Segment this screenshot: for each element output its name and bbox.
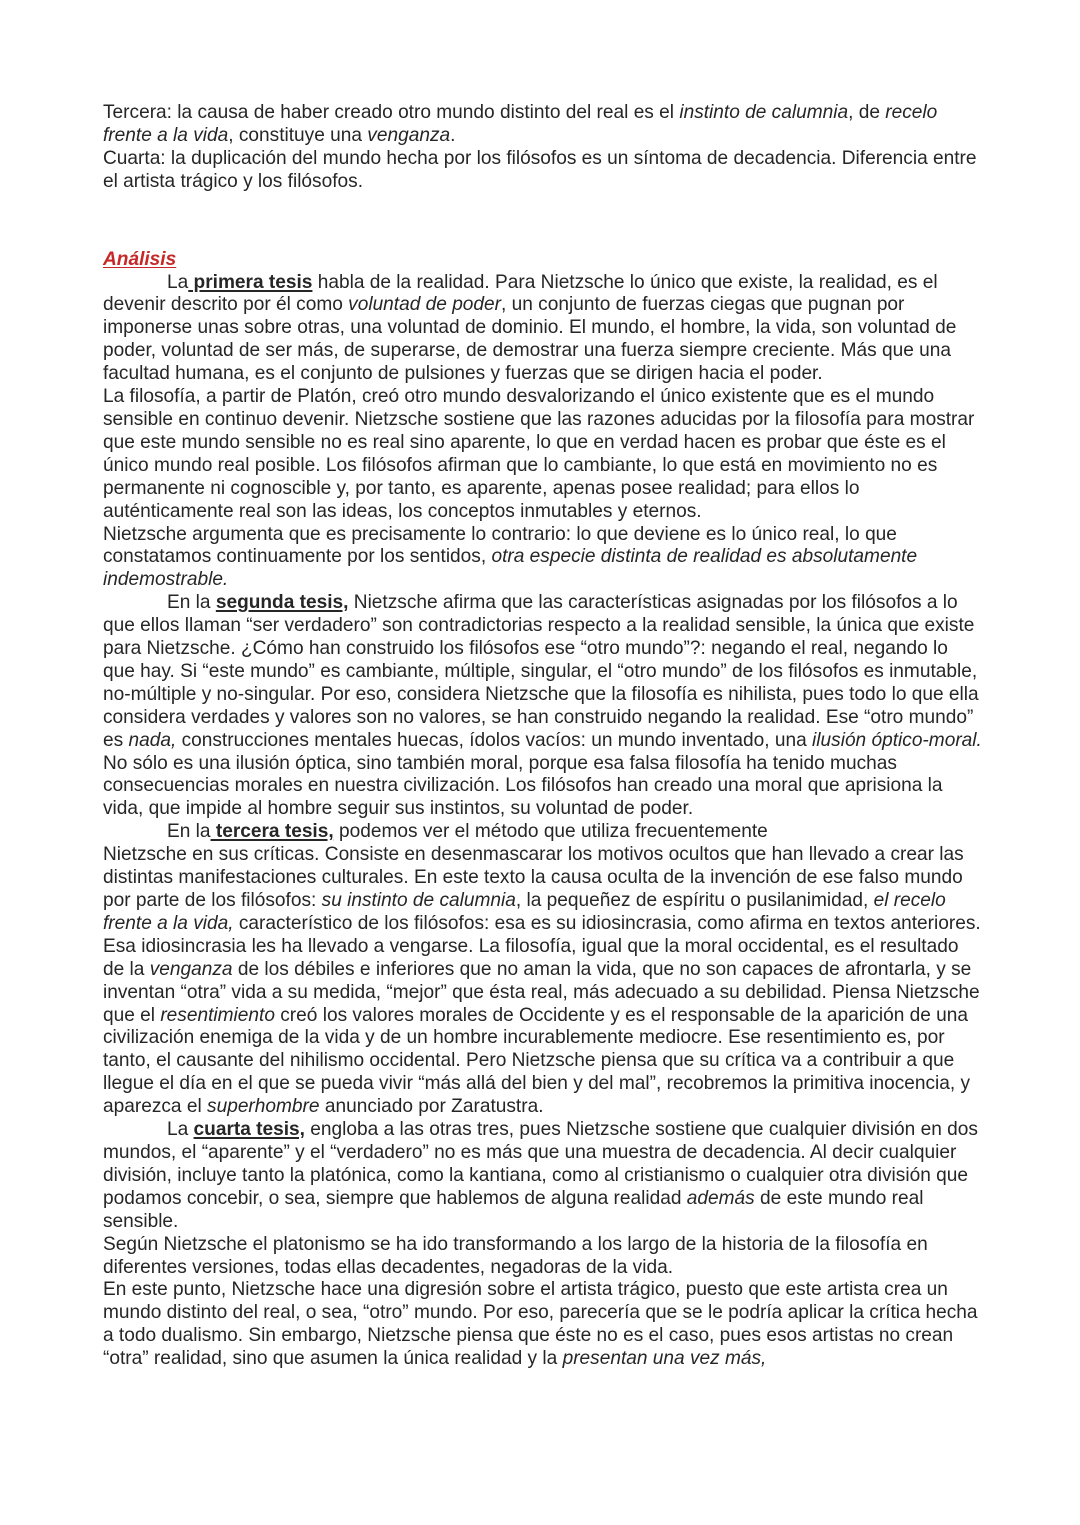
analysis-heading: Análisis bbox=[103, 248, 177, 270]
paragraph-filosofia-platon: La filosofía, a partir de Platón, creó otro mundo desvalorizando el único existente que es el mundo sensible en continuo devenir. Nietzsche sostiene que las razones aducidas por la filosofía para mostrar que este mundo sensible no es real sino aparente, lo que en verdad hacen es probar que éste es el único mundo real posible. Los filósofos afirman que lo cambiante, lo que está en movimiento no es permanente ni cognoscible y, por tanto, es aparente, apenas posee realidad; para ellos lo auténticamente real son las ideas, los conceptos inmutables y eternos. bbox=[103, 386, 975, 522]
intro-cuarta: Cuarta: la duplicación del mundo hecha por los filósofos es un síntoma de decadencia. Diferencia entre el artista trágico y los filósofos. bbox=[103, 147, 977, 192]
paragraph-cuarta-tesis: La cuarta tesis, engloba a las otras tres, pues Nietzsche sostiene que cualquier división en dos mundos, el “aparente” y el “verdadero” no es más que una muestra de decadencia. Al decir cualquier división, incluye tanto la platónica, como la kantiana, como al cristianismo o cualquier otra división que podamos concebir, o sea, siempre que hablemos de alguna realidad además de este mundo real sensible. bbox=[103, 1119, 978, 1232]
paragraph-platonismo: Según Nietzsche el platonismo se ha ido transformando a los largo de la historia de la filosofía en diferentes versiones, todas ellas decadentes, negadoras de la vida. bbox=[103, 1233, 928, 1278]
paragraph-segunda-tesis: En la segunda tesis, Nietzsche afirma que las características asignadas por los filósofos a lo que ellos llaman “ser verdadero” son contradictorias respecto a la realidad sensible, la única que existe para Nietzsche. ¿Cómo han construido los filósofos ese “otro mundo”?: negando el real, negando lo que hay. Si “este mundo” es cambiante, múltiple, singular, el “otro mundo” de los filósofos es inmutable, no-múltiple y no-singular. Por eso, considera Nietzsche que la filosofía es nihilista, pues todo lo que ella considera verdades y valores son no valores, se han construido negando la realidad. Ese “otro mundo” es nada, construcciones mentales huecas, ídolos vacíos: un mundo inventado, una ilusión óptico-moral. bbox=[103, 592, 982, 751]
emphasis: venganza bbox=[367, 124, 451, 146]
paragraph-primera-tesis: La primera tesis habla de la realidad. Para Nietzsche lo único que existe, la realidad, es el devenir descrito por él como voluntad de poder, un conjunto de fuerzas ciegas que pugnan por imponerse unas sobre otras, una voluntad de dominio. El mundo, el hombre, la vida, son voluntad de poder, voluntad de ser más, de superarse, de demostrar una fuerza siempre creciente. Más que una facultad humana, es el conjunto de pulsiones y fuerzas que se dirigen hacia el poder. bbox=[103, 271, 957, 385]
paragraph-tercera-tesis-intro: En la tercera tesis, podemos ver el método que utiliza frecuentemente bbox=[167, 821, 768, 843]
keyword-tercera-tesis: tercera tesis, bbox=[210, 821, 334, 843]
emphasis: venganza bbox=[149, 958, 233, 980]
emphasis: resentimiento bbox=[160, 1004, 275, 1026]
paragraph-artista-tragico: En este punto, Nietzsche hace una digresión sobre el artista trágico, puesto que este artista crea un mundo distinto del real, o sea, “otro” mundo. Por eso, parecería que se le podría aplicar la crítica hecha a todo dualismo. Sin embargo, Nietzsche piensa que éste no es el caso, pues esos artistas no crean “otra” realidad, sino que asumen la única realidad y la presentan una vez más, bbox=[103, 1279, 978, 1370]
paragraph-ilusion-moral: No sólo es una ilusión óptica, sino también moral, porque esa falsa filosofía ha tenido muchas consecuencias morales en nuestra civilización. Los filósofos han creado una moral que aprisiona la vida, que impide al hombre seguir sus instintos, su voluntad de poder. bbox=[103, 752, 943, 820]
paragraph-argumento: Nietzsche argumenta que es precisamente lo contrario: lo que deviene es lo único real, lo que constatamos continuamente por los sentidos, otra especie distinta de realidad es absolutamente indemostrable. bbox=[103, 523, 918, 591]
intro-tercera: Tercera: la causa de haber creado otro mundo distinto del real es el instinto de calumnia, de recelo frente a la vida, constituye una venganza. bbox=[103, 102, 938, 146]
emphasis: superhombre bbox=[207, 1096, 320, 1118]
keyword-cuarta-tesis: cuarta tesis, bbox=[193, 1119, 305, 1141]
emphasis: otra especie distinta de realidad es absolutamente indemostrable. bbox=[103, 546, 918, 591]
paragraph-tercera-tesis: Nietzsche en sus críticas. Consiste en desenmascarar los motivos ocultos que han llevado a crear las distintas manifestaciones culturales. En este texto la causa oculta de la invención de ese falso mundo por parte de los filósofos: su instinto de calumnia, la pequeñez de espíritu o pusilanimidad, el recelo frente a la vida, característico de los filósofos: esa es su idiosincrasia, como afirma en textos anteriores. Esa idiosincrasia les ha llevado a vengarse. La filosofía, igual que la moral occidental, es el resultado de la venganza de los débiles e inferiores que no aman la vida, que no son capaces de afrontarla, y se inventan “otra” vida a su medida, “mejor” que ésta real, más adecuado a su debilidad. Piensa Nietzsche que el resentimiento creó los valores morales de Occidente y es el responsable de la aparición de una civilización enemiga de la vida y de un hombre incurablemente mediocre. Ese resentimiento es, por tanto, el causante del nihilismo occidental. Pero Nietzsche piensa que su crítica va a contribuir a que llegue el día en el que se pueda vivir “más allá del bien y del mal”, recobremos la primitiva inocencia, y aparezca el superhombre anunciado por Zaratustra. bbox=[103, 844, 981, 1118]
emphasis: el recelo frente a la vida, bbox=[103, 890, 946, 934]
emphasis: instinto de calumnia bbox=[679, 102, 849, 123]
keyword-primera-tesis: primera tesis bbox=[188, 271, 313, 293]
emphasis: además bbox=[686, 1187, 755, 1209]
document-page bbox=[103, 102, 983, 1371]
emphasis: ilusión óptico-moral. bbox=[812, 729, 982, 751]
emphasis: voluntad de poder bbox=[348, 294, 502, 316]
emphasis: su instinto de calumnia bbox=[321, 890, 516, 911]
keyword-segunda-tesis: segunda tesis, bbox=[215, 592, 349, 614]
section-heading bbox=[103, 249, 983, 272]
emphasis: nada, bbox=[128, 729, 177, 751]
emphasis: presentan una vez más, bbox=[562, 1348, 767, 1370]
emphasis: recelo frente a la vida bbox=[103, 102, 938, 146]
